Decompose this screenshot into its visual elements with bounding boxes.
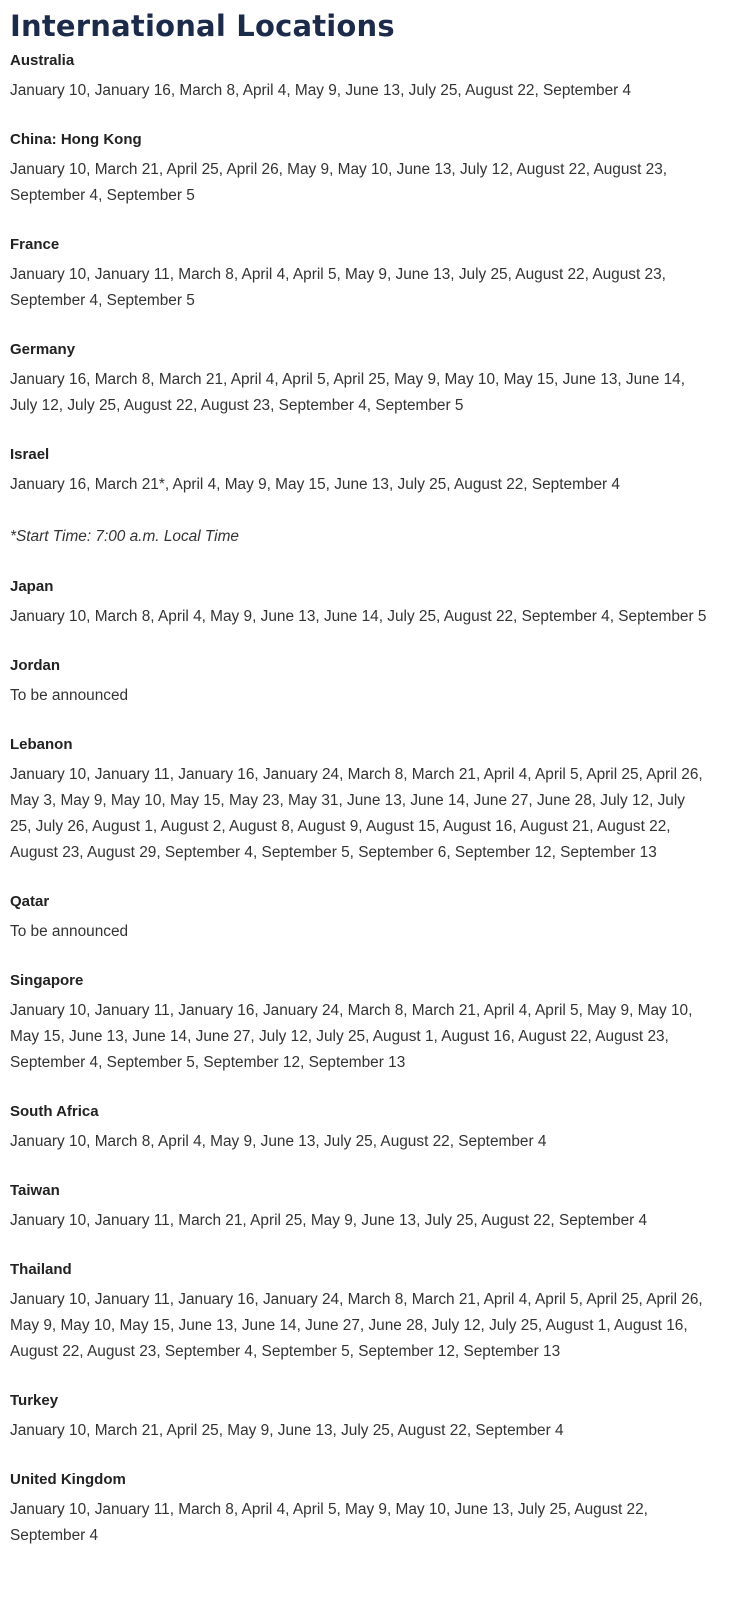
- location-dates: To be announced: [10, 687, 129, 704]
- location-dates: January 10, January 11, March 8, April 4, April 5, May 9, May 10, June 13, July 25, August 22, September 4: [10, 1501, 648, 1544]
- location-jordan: [10, 657, 735, 709]
- location-dates: January 10, March 21, April 25, April 26, May 9, May 10, June 13, July 12, August 22, August 23, September 4, September 5: [10, 161, 668, 204]
- location-taiwan: [10, 1182, 735, 1234]
- location-name: United Kingdom: [10, 1471, 126, 1488]
- location-dates: January 10, January 11, January 16, January 24, March 8, March 21, April 4, April 5, April 25, April 26, May 3, May 9, May 10, May 15, May 23, May 31, June 13, June 14, June 27, June 28, July 12, July 25, July 26, August 1, August 2, August 8, August 9, August 15, August 16, August 21, August 22, August 23, August 29, September 4, September 5, September 6, September 12, September 13: [10, 766, 703, 861]
- location-dates: January 10, January 16, March 8, April 4, May 9, June 13, July 25, August 22, September 4: [10, 82, 632, 99]
- location-name: Thailand: [10, 1261, 72, 1278]
- location-singapore: [10, 972, 735, 1076]
- location-united-kingdom: [10, 1471, 735, 1549]
- location-south-africa: [10, 1103, 735, 1155]
- location-dates: January 10, March 8, April 4, May 9, June 13, June 14, July 25, August 22, September 4, September 5: [10, 608, 707, 625]
- location-dates: January 10, January 11, March 8, April 4, April 5, May 9, June 13, July 25, August 22, August 23, September 4, September 5: [10, 266, 666, 309]
- location-name: China: Hong Kong: [10, 131, 142, 148]
- location-name: South Africa: [10, 1103, 99, 1120]
- page-title: International Locations: [10, 9, 395, 43]
- location-name: Germany: [10, 341, 76, 358]
- location-germany: [10, 341, 735, 419]
- location-dates: January 10, March 8, April 4, May 9, June 13, July 25, August 22, September 4: [10, 1133, 547, 1150]
- location-dates: January 10, January 11, March 21, April 25, May 9, June 13, July 25, August 22, September 4: [10, 1212, 648, 1229]
- location-name: France: [10, 236, 60, 253]
- location-israel: [10, 446, 735, 498]
- footnote-text: *Start Time: 7:00 a.m. Local Time: [10, 528, 239, 545]
- location-qatar: [10, 893, 735, 945]
- start-time-note: [10, 524, 735, 550]
- page-content: [10, 8, 735, 1549]
- location-japan: [10, 578, 735, 630]
- location-france: [10, 236, 735, 314]
- location-dates: January 16, March 8, March 21, April 4, April 5, April 25, May 9, May 10, May 15, June 13, June 14, July 12, July 25, August 22, August 23, September 4, September 5: [10, 371, 685, 414]
- location-turkey: [10, 1392, 735, 1444]
- location-name: Jordan: [10, 657, 61, 674]
- location-list: [10, 52, 735, 1549]
- location-name: Taiwan: [10, 1182, 60, 1199]
- location-name: Turkey: [10, 1392, 59, 1409]
- location-name: Qatar: [10, 893, 50, 910]
- location-dates: To be announced: [10, 923, 129, 940]
- location-name: Israel: [10, 446, 50, 463]
- location-name: Japan: [10, 578, 54, 595]
- location-name: Singapore: [10, 972, 84, 989]
- location-china-hong-kong: [10, 131, 735, 209]
- location-name: Lebanon: [10, 736, 73, 753]
- location-australia: [10, 52, 735, 104]
- location-dates: January 10, January 11, January 16, January 24, March 8, March 21, April 4, April 5, April 25, April 26, May 9, May 10, May 15, June 13, June 14, June 27, June 28, July 12, July 25, August 1, August 16, August 22, August 23, September 4, September 5, September 12, September 13: [10, 1291, 703, 1360]
- location-lebanon: [10, 736, 735, 866]
- location-dates: January 10, March 21, April 25, May 9, June 13, July 25, August 22, September 4: [10, 1422, 564, 1439]
- location-thailand: [10, 1261, 735, 1365]
- location-dates: January 16, March 21*, April 4, May 9, May 15, June 13, July 25, August 22, September 4: [10, 476, 620, 493]
- location-dates: January 10, January 11, January 16, January 24, March 8, March 21, April 4, April 5, May 9, May 10, May 15, June 13, June 14, June 27, July 12, July 25, August 1, August 16, August 22, August 23, September 4, September 5, September 12, September 13: [10, 1002, 693, 1071]
- location-name: Australia: [10, 52, 75, 69]
